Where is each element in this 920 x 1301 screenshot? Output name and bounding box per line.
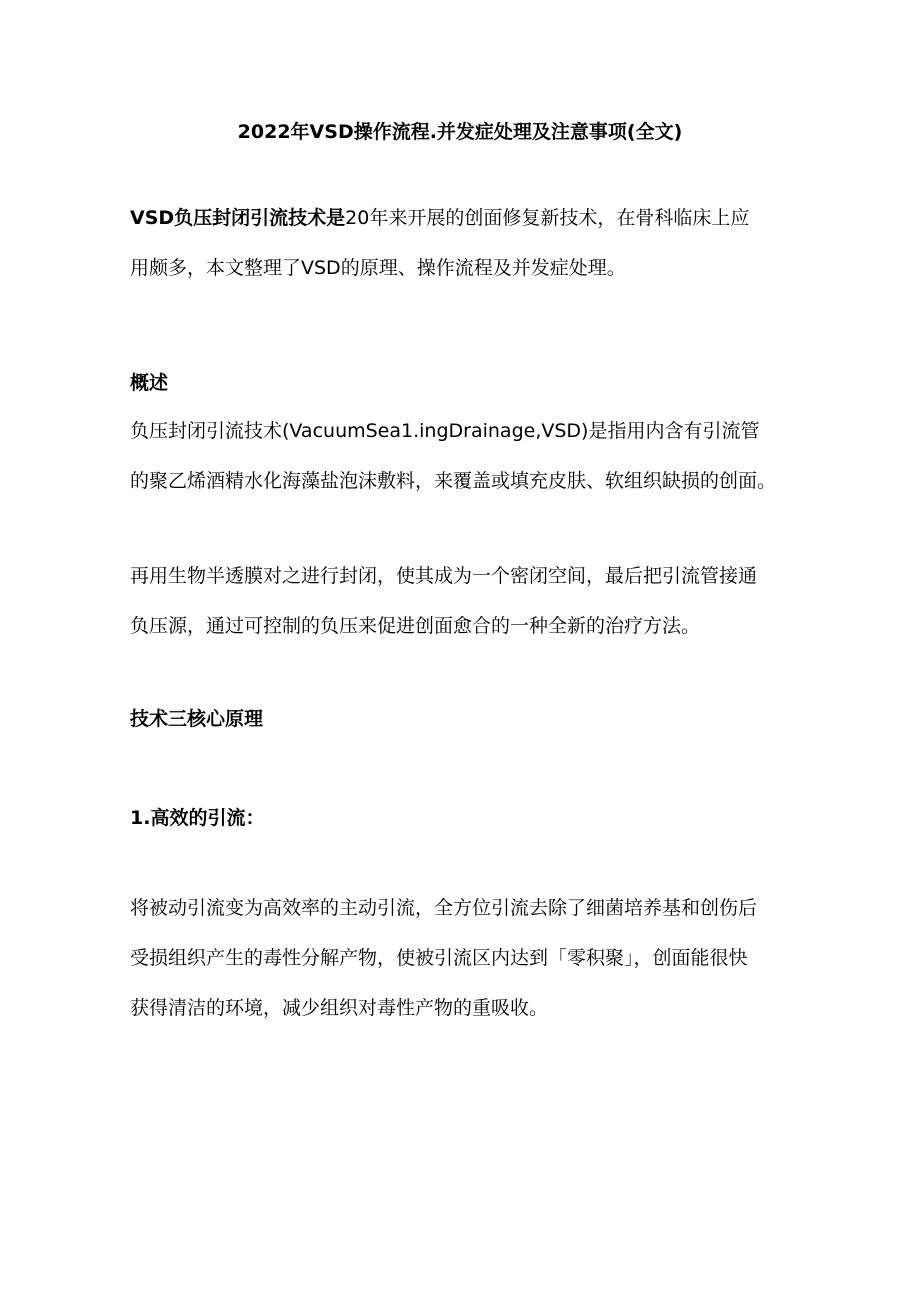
- principle-1-paragraph: [130, 883, 790, 1033]
- intro-paragraph: [130, 193, 790, 293]
- intro-lead-bold: VSD负压封闭引流技术是: [130, 207, 346, 229]
- overview-p1-line-2: 的聚乙烯酒精水化海藻盐泡沫敷料，来覆盖或填充皮肤、软组织缺损的创面。: [130, 470, 777, 492]
- overview-heading: 概述: [130, 372, 169, 394]
- overview-paragraph-2: [130, 551, 790, 651]
- principle-1-heading: 1.高效的引流：: [130, 807, 265, 829]
- overview-p2-line-2: 负压源，通过可控制的负压来促进创面愈合的一种全新的治疗方法。: [130, 615, 701, 637]
- principle-1-line-3: 获得清洁的环境，减少组织对毒性产物的重吸收。: [130, 997, 549, 1019]
- overview-p2-line-1: 再用生物半透膜对之进行封闭，使其成为一个密闭空间，最后把引流管接通: [130, 565, 758, 587]
- intro-line-1-rest: 20年来开展的创面修复新技术，在骨科临床上应: [345, 207, 750, 229]
- principles-heading: 技术三核心原理: [130, 708, 264, 730]
- overview-p1-line-1: 负压封闭引流技术(VacuumSea1.ingDrainage,VSD)是指用内含有引流管: [130, 420, 760, 442]
- document-title: 2022年VSD操作流程.并发症处理及注意事项(全文): [237, 121, 683, 143]
- principle-1-line-2: 受损组织产生的毒性分解产物，使被引流区内达到「零积聚」，创面能很快: [130, 947, 748, 969]
- intro-line-1: [130, 193, 790, 243]
- intro-line-2: 用颇多，本文整理了VSD的原理、操作流程及并发症处理。: [130, 257, 626, 279]
- principle-1-line-1: 将被动引流变为高效率的主动引流，全方位引流去除了细菌培养基和创伤后: [130, 897, 758, 919]
- overview-paragraph-1: [130, 406, 790, 506]
